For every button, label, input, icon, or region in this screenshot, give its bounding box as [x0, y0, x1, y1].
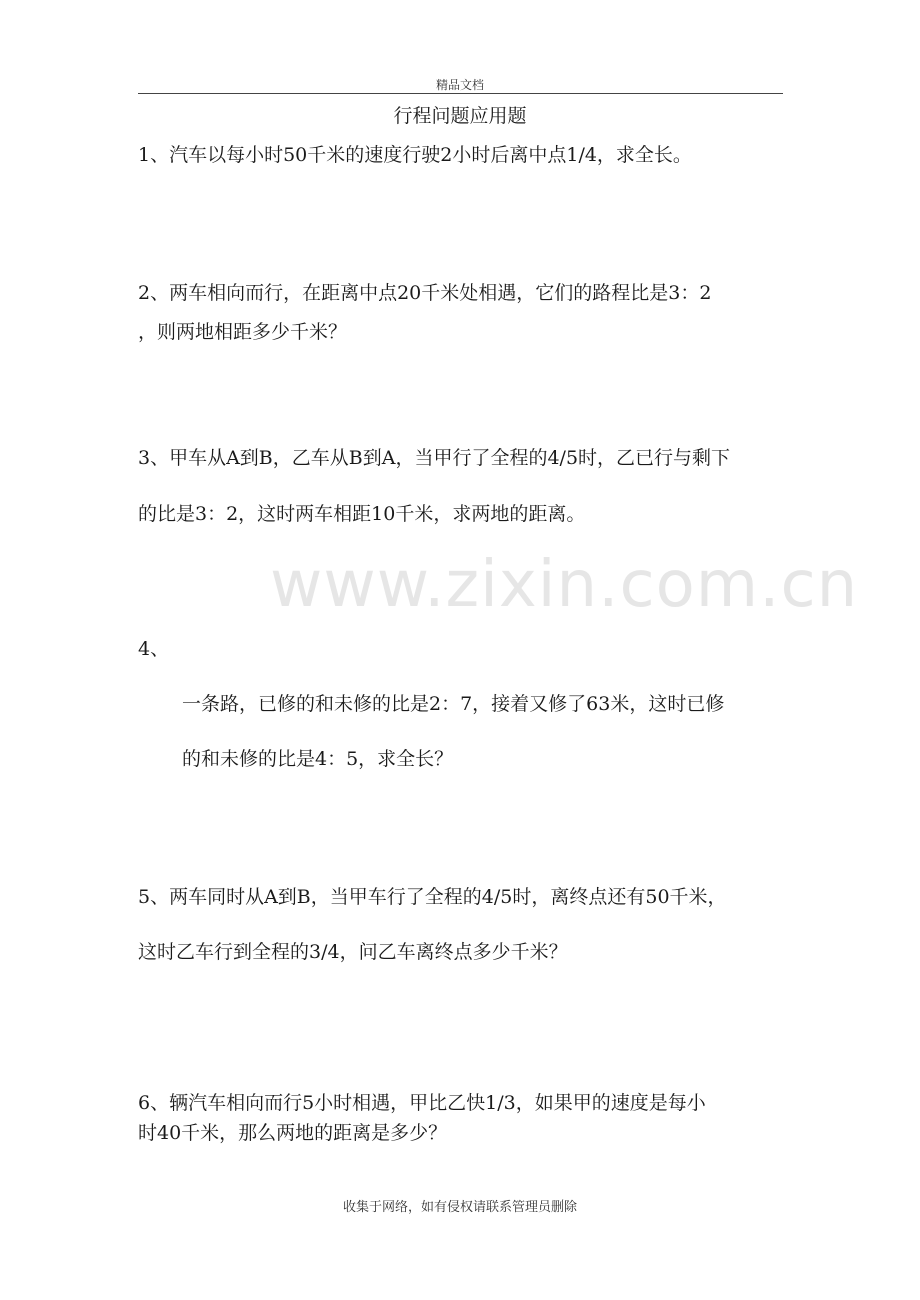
problem-3-line-2: 的比是3：2，这时两车相距10千米，求两地的距离。 — [138, 503, 586, 525]
problem-1-line-1: 1、汽车以每小时50千米的速度行驶2小时后离中点1/4，求全长。 — [138, 144, 692, 166]
problem-4-number: 4、 — [138, 638, 170, 660]
problem-2-line-1: 2、两车相向而行，在距离中点20千米处相遇，它们的路程比是3：2 — [138, 282, 712, 304]
header-divider — [138, 93, 783, 94]
page-header-label: 精品文档 — [435, 78, 484, 92]
problem-3-line-1: 3、甲车从A到B，乙车从B到A，当甲行了全程的4/5时，乙已行与剩下 — [138, 447, 731, 469]
problem-6-line-1: 6、辆汽车相向而行5小时相遇，甲比乙快1/3，如果甲的速度是每小 — [138, 1092, 706, 1114]
page-footer-label: 收集于网络，如有侵权请联系管理员删除 — [342, 1200, 577, 1215]
watermark-text: www.zixin.com.cn — [270, 548, 859, 622]
problem-4-line-2: 的和未修的比是4：5，求全长？ — [182, 748, 454, 770]
problem-5-line-1: 5、两车同时从A到B，当甲车行了全程的4/5时，离终点还有50千米， — [138, 886, 727, 908]
problem-6-line-2: 时40千米，那么两地的距离是多少？ — [138, 1122, 448, 1144]
document-title: 行程问题应用题 — [393, 105, 527, 127]
problem-2-line-2: ，则两地相距多少千米？ — [138, 321, 348, 343]
problem-5-line-2: 这时乙车行到全程的3/4，问乙车离终点多少千米？ — [138, 941, 568, 963]
problem-4-line-1: 一条路，已修的和未修的比是2：7，接着又修了63米，这时已修 — [182, 693, 725, 715]
